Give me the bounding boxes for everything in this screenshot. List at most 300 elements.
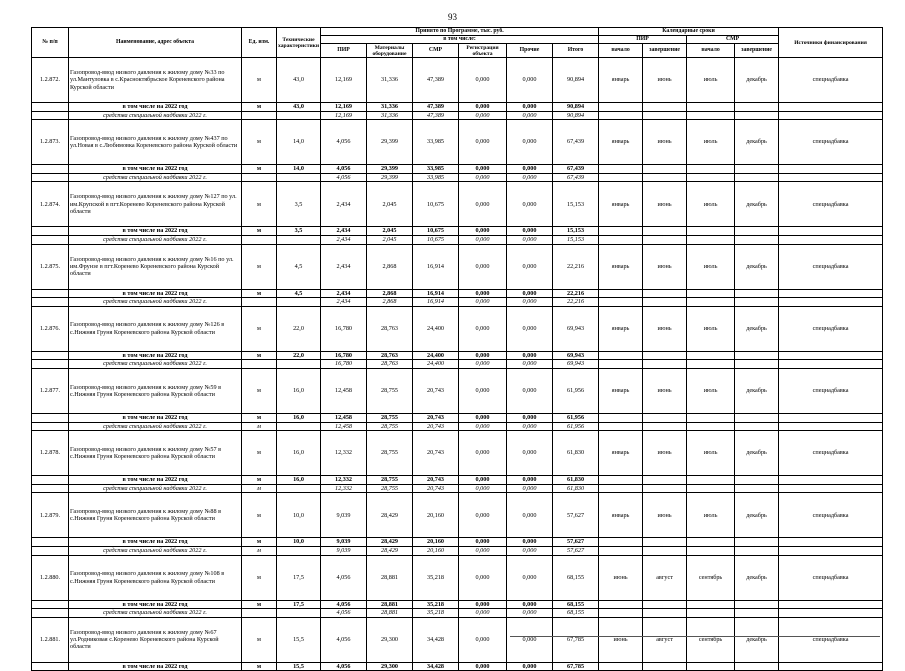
cell-unit <box>242 609 277 618</box>
cell-total: 67,785 <box>553 662 599 671</box>
cell-pir: 12,169 <box>321 58 367 103</box>
cell-source: спецнадбавка <box>779 182 883 227</box>
page-number: 93 <box>448 12 457 22</box>
cell-pir-start: январь <box>599 244 643 289</box>
cell-smr: 24,400 <box>413 351 459 360</box>
cell-pir: 12,332 <box>321 476 367 485</box>
cell-empty <box>779 235 883 244</box>
cell-empty <box>735 484 779 493</box>
cell-tech: 16,0 <box>277 431 321 476</box>
cell-pir: 16,780 <box>321 360 367 369</box>
cell-empty <box>735 422 779 431</box>
cell-empty <box>32 235 69 244</box>
cell-smr-start: июль <box>687 368 735 413</box>
cell-object-name: Газопровод-ввод низкого давления к жилому дому №33 по ул.Мантуловка в с.Красноктябрьское Кореневского района Курской области <box>69 58 242 103</box>
cell-pir: 2,434 <box>321 244 367 289</box>
cell-empty <box>643 609 687 618</box>
cell-total: 15,153 <box>553 182 599 227</box>
table-header <box>32 28 883 58</box>
table-row-special-fund <box>32 609 883 618</box>
header-cal-smr: СМР <box>687 36 779 44</box>
table-row <box>32 306 883 351</box>
cell-other: 0,000 <box>507 165 553 174</box>
cell-materials: 28,755 <box>367 484 413 493</box>
cell-registration: 0,000 <box>459 476 507 485</box>
cell-object-name: Газопровод-ввод низкого давления к жилому дому №108 в с.Нижняя Груня Кореневского района Курской области <box>69 555 242 600</box>
cell-smr: 16,914 <box>413 244 459 289</box>
cell-empty <box>687 351 735 360</box>
cell-total: 61,830 <box>553 431 599 476</box>
table-row-year-total <box>32 227 883 236</box>
cell-empty <box>779 413 883 422</box>
cell-source: спецнадбавка <box>779 368 883 413</box>
cell-empty <box>643 103 687 112</box>
table-row <box>32 431 883 476</box>
cell-registration: 0,000 <box>459 555 507 600</box>
cell-other: 0,000 <box>507 227 553 236</box>
cell-other: 0,000 <box>507 182 553 227</box>
cell-empty <box>779 111 883 120</box>
cell-smr: 20,743 <box>413 413 459 422</box>
cell-registration: 0,000 <box>459 111 507 120</box>
cell-unit: м <box>242 103 277 112</box>
cell-empty <box>687 360 735 369</box>
cell-smr-end: декабрь <box>735 617 779 662</box>
cell-materials: 28,755 <box>367 368 413 413</box>
cell-smr: 47,389 <box>413 111 459 120</box>
cell-empty <box>599 173 643 182</box>
cell-pir: 2,434 <box>321 289 367 298</box>
cell-unit: м <box>242 546 277 555</box>
cell-num: 1.2.881. <box>32 617 69 662</box>
cell-registration: 0,000 <box>459 227 507 236</box>
cell-pir: 4,056 <box>321 120 367 165</box>
cell-empty <box>32 413 69 422</box>
cell-other: 0,000 <box>507 662 553 671</box>
table-row <box>32 555 883 600</box>
cell-empty <box>599 165 643 174</box>
cell-smr: 20,160 <box>413 546 459 555</box>
table-row-year-total <box>32 662 883 671</box>
cell-tech: 3,5 <box>277 182 321 227</box>
cell-other: 0,000 <box>507 493 553 538</box>
cell-unit: м <box>242 476 277 485</box>
table-row-year-total <box>32 165 883 174</box>
cell-empty <box>687 662 735 671</box>
cell-empty <box>735 538 779 547</box>
cell-empty <box>643 538 687 547</box>
cell-pir: 2,434 <box>321 298 367 307</box>
cell-pir: 16,780 <box>321 351 367 360</box>
cell-smr: 33,985 <box>413 165 459 174</box>
cell-unit: м <box>242 662 277 671</box>
cell-empty <box>735 298 779 307</box>
cell-empty <box>779 484 883 493</box>
header-unit: Ед. изм. <box>242 28 277 58</box>
cell-num: 1.2.872. <box>32 58 69 103</box>
cell-pir-start: январь <box>599 368 643 413</box>
header-pir: ПИР <box>321 44 367 58</box>
cell-empty <box>643 227 687 236</box>
cell-materials: 28,881 <box>367 609 413 618</box>
cell-num: 1.2.877. <box>32 368 69 413</box>
table-row <box>32 244 883 289</box>
table-row-special-fund <box>32 422 883 431</box>
cell-pir: 4,056 <box>321 173 367 182</box>
cell-year-total-label: в том числе на 2022 год <box>69 289 242 298</box>
cell-unit <box>242 235 277 244</box>
cell-empty <box>779 103 883 112</box>
cell-year-total-label: в том числе на 2022 год <box>69 351 242 360</box>
cell-registration: 0,000 <box>459 662 507 671</box>
cell-empty <box>599 351 643 360</box>
cell-year-total-label: в том числе на 2022 год <box>69 662 242 671</box>
cell-total: 15,153 <box>553 235 599 244</box>
cell-registration: 0,000 <box>459 165 507 174</box>
cell-empty <box>599 289 643 298</box>
cell-empty <box>599 298 643 307</box>
cell-total: 67,439 <box>553 173 599 182</box>
cell-smr: 47,389 <box>413 58 459 103</box>
cell-smr-start: июль <box>687 58 735 103</box>
table-row-special-fund <box>32 298 883 307</box>
cell-empty <box>687 609 735 618</box>
cell-empty <box>599 600 643 609</box>
cell-smr: 20,160 <box>413 538 459 547</box>
cell-other: 0,000 <box>507 111 553 120</box>
cell-empty <box>687 600 735 609</box>
cell-total: 69,943 <box>553 306 599 351</box>
cell-smr-end: декабрь <box>735 368 779 413</box>
table-row-year-total <box>32 289 883 298</box>
header-total: Итого <box>553 44 599 58</box>
cell-source: спецнадбавка <box>779 120 883 165</box>
cell-empty <box>735 413 779 422</box>
cell-total: 68,155 <box>553 609 599 618</box>
cell-object-name: Газопровод-ввод низкого давления к жилому дому №88 в с.Нижняя Груня Кореневского района Курской области <box>69 493 242 538</box>
cell-tech: 14,0 <box>277 165 321 174</box>
cell-tech: 10,0 <box>277 538 321 547</box>
cell-year-total-label: в том числе на 2022 год <box>69 476 242 485</box>
cell-materials: 2,868 <box>367 244 413 289</box>
cell-empty <box>735 546 779 555</box>
cell-registration: 0,000 <box>459 413 507 422</box>
cell-empty <box>643 298 687 307</box>
cell-registration: 0,000 <box>459 120 507 165</box>
cell-empty <box>687 413 735 422</box>
cell-pir: 9,039 <box>321 546 367 555</box>
cell-total: 69,943 <box>553 351 599 360</box>
program-table <box>31 27 883 671</box>
cell-empty <box>643 360 687 369</box>
cell-empty <box>735 103 779 112</box>
cell-registration: 0,000 <box>459 422 507 431</box>
cell-tech: 15,5 <box>277 617 321 662</box>
cell-pir: 4,056 <box>321 609 367 618</box>
cell-pir: 12,458 <box>321 413 367 422</box>
cell-empty <box>643 413 687 422</box>
cell-source: спецнадбавка <box>779 617 883 662</box>
header-pir-start: начало <box>599 44 643 58</box>
cell-unit: м <box>242 368 277 413</box>
table-row-year-total <box>32 538 883 547</box>
cell-empty <box>277 235 321 244</box>
cell-total: 61,830 <box>553 484 599 493</box>
cell-materials: 28,755 <box>367 431 413 476</box>
cell-empty <box>277 111 321 120</box>
cell-registration: 0,000 <box>459 431 507 476</box>
cell-total: 67,439 <box>553 120 599 165</box>
cell-unit: м <box>242 165 277 174</box>
cell-registration: 0,000 <box>459 617 507 662</box>
cell-num: 1.2.879. <box>32 493 69 538</box>
cell-empty <box>32 351 69 360</box>
cell-empty <box>735 111 779 120</box>
cell-other: 0,000 <box>507 538 553 547</box>
cell-empty <box>277 298 321 307</box>
cell-smr: 24,400 <box>413 360 459 369</box>
cell-empty <box>32 298 69 307</box>
cell-materials: 28,755 <box>367 476 413 485</box>
table-row-special-fund <box>32 173 883 182</box>
cell-smr: 10,675 <box>413 235 459 244</box>
cell-pir: 12,169 <box>321 111 367 120</box>
cell-registration: 0,000 <box>459 546 507 555</box>
cell-empty <box>687 103 735 112</box>
cell-empty <box>735 173 779 182</box>
cell-pir-end: июнь <box>643 58 687 103</box>
cell-empty <box>735 609 779 618</box>
cell-smr: 35,218 <box>413 600 459 609</box>
cell-registration: 0,000 <box>459 289 507 298</box>
cell-object-name: Газопровод-ввод низкого давления к жилому дому №59 в с.Нижняя Груня Кореневского района Курской области <box>69 368 242 413</box>
cell-pir-start: январь <box>599 431 643 476</box>
cell-total: 90,894 <box>553 111 599 120</box>
cell-other: 0,000 <box>507 555 553 600</box>
header-smr-end: завершение <box>735 44 779 58</box>
cell-smr: 20,160 <box>413 493 459 538</box>
cell-empty <box>735 165 779 174</box>
cell-empty <box>779 600 883 609</box>
cell-tech: 22,0 <box>277 306 321 351</box>
cell-smr: 34,428 <box>413 662 459 671</box>
header-name: Наименование, адрес объекта <box>69 28 242 58</box>
cell-empty <box>599 103 643 112</box>
cell-pir: 4,056 <box>321 165 367 174</box>
table-body <box>32 58 883 671</box>
cell-empty <box>32 173 69 182</box>
cell-object-name: Газопровод-ввод низкого давления к жилому дому №127 по ул. им.Крупской в пгт.Коренево Кореневского района Курской области <box>69 182 242 227</box>
table-row <box>32 493 883 538</box>
cell-materials: 28,881 <box>367 600 413 609</box>
cell-other: 0,000 <box>507 120 553 165</box>
cell-smr-start: июль <box>687 120 735 165</box>
header-materials: Материалы оборудование <box>367 44 413 58</box>
cell-empty <box>643 422 687 431</box>
cell-tech: 17,5 <box>277 555 321 600</box>
cell-special-fund-label: средства специальной надбавки 2022 г. <box>69 422 242 431</box>
cell-registration: 0,000 <box>459 58 507 103</box>
cell-materials: 31,336 <box>367 58 413 103</box>
cell-tech: 43,0 <box>277 58 321 103</box>
cell-registration: 0,000 <box>459 103 507 112</box>
cell-special-fund-label: средства специальной надбавки 2022 г. <box>69 111 242 120</box>
cell-smr-start: июль <box>687 431 735 476</box>
cell-pir-end: июнь <box>643 182 687 227</box>
cell-empty <box>687 298 735 307</box>
table-row-special-fund <box>32 111 883 120</box>
cell-total: 69,943 <box>553 360 599 369</box>
cell-materials: 29,399 <box>367 173 413 182</box>
cell-special-fund-label: средства специальной надбавки 2022 г. <box>69 484 242 493</box>
cell-empty <box>599 413 643 422</box>
cell-materials: 28,429 <box>367 546 413 555</box>
cell-empty <box>32 600 69 609</box>
cell-empty <box>599 546 643 555</box>
cell-total: 22,216 <box>553 298 599 307</box>
cell-smr-start: сентябрь <box>687 617 735 662</box>
table-row <box>32 182 883 227</box>
table-row-year-total <box>32 103 883 112</box>
cell-empty <box>687 235 735 244</box>
cell-materials: 29,300 <box>367 617 413 662</box>
cell-empty <box>687 476 735 485</box>
cell-smr: 33,985 <box>413 120 459 165</box>
cell-empty <box>687 484 735 493</box>
header-num: № п/п <box>32 28 69 58</box>
cell-total: 22,216 <box>553 289 599 298</box>
cell-empty <box>779 165 883 174</box>
cell-tech: 14,0 <box>277 120 321 165</box>
cell-special-fund-label: средства специальной надбавки 2022 г. <box>69 360 242 369</box>
cell-materials: 2,868 <box>367 289 413 298</box>
cell-year-total-label: в том числе на 2022 год <box>69 165 242 174</box>
cell-empty <box>779 227 883 236</box>
cell-registration: 0,000 <box>459 173 507 182</box>
cell-smr: 20,743 <box>413 422 459 431</box>
cell-registration: 0,000 <box>459 609 507 618</box>
cell-smr-start: июль <box>687 244 735 289</box>
cell-pir: 2,434 <box>321 235 367 244</box>
cell-other: 0,000 <box>507 617 553 662</box>
cell-empty <box>32 609 69 618</box>
cell-registration: 0,000 <box>459 600 507 609</box>
cell-pir: 4,056 <box>321 662 367 671</box>
cell-unit: м <box>242 617 277 662</box>
cell-pir-end: июнь <box>643 306 687 351</box>
cell-other: 0,000 <box>507 298 553 307</box>
cell-object-name: Газопровод-ввод низкого давления к жилому дому №437 по ул.Новая в с.Любимовка Кореневского района Курской области <box>69 120 242 165</box>
cell-empty <box>32 111 69 120</box>
cell-materials: 2,045 <box>367 182 413 227</box>
cell-empty <box>32 422 69 431</box>
cell-special-fund-label: средства специальной надбавки 2022 г. <box>69 235 242 244</box>
cell-tech: 22,0 <box>277 351 321 360</box>
cell-empty <box>643 235 687 244</box>
cell-num: 1.2.880. <box>32 555 69 600</box>
cell-empty <box>779 476 883 485</box>
header-tech: Технические характеристики <box>277 28 321 58</box>
cell-unit <box>242 111 277 120</box>
cell-smr-start: сентябрь <box>687 555 735 600</box>
cell-total: 61,956 <box>553 368 599 413</box>
cell-total: 61,830 <box>553 476 599 485</box>
cell-other: 0,000 <box>507 289 553 298</box>
cell-pir-start: июнь <box>599 617 643 662</box>
cell-registration: 0,000 <box>459 368 507 413</box>
cell-other: 0,000 <box>507 360 553 369</box>
cell-pir: 4,056 <box>321 555 367 600</box>
cell-other: 0,000 <box>507 413 553 422</box>
cell-pir-start: январь <box>599 493 643 538</box>
cell-unit: м <box>242 538 277 547</box>
cell-empty <box>32 484 69 493</box>
cell-materials: 29,399 <box>367 165 413 174</box>
cell-empty <box>599 235 643 244</box>
cell-empty <box>735 351 779 360</box>
cell-pir-end: июнь <box>643 431 687 476</box>
cell-pir: 12,458 <box>321 368 367 413</box>
cell-other: 0,000 <box>507 368 553 413</box>
cell-pir: 9,039 <box>321 538 367 547</box>
cell-empty <box>599 538 643 547</box>
cell-total: 57,627 <box>553 538 599 547</box>
cell-total: 57,627 <box>553 493 599 538</box>
cell-tech: 17,5 <box>277 600 321 609</box>
cell-unit: м <box>242 413 277 422</box>
cell-smr: 35,218 <box>413 609 459 618</box>
cell-source: спецнадбавка <box>779 58 883 103</box>
cell-other: 0,000 <box>507 600 553 609</box>
table-row-year-total <box>32 413 883 422</box>
cell-materials: 2,868 <box>367 298 413 307</box>
header-sources: Источники финансирования <box>779 28 883 58</box>
cell-empty <box>32 546 69 555</box>
cell-pir: 4,056 <box>321 617 367 662</box>
cell-empty <box>599 476 643 485</box>
cell-year-total-label: в том числе на 2022 год <box>69 103 242 112</box>
cell-smr: 20,743 <box>413 484 459 493</box>
cell-tech: 10,0 <box>277 493 321 538</box>
cell-registration: 0,000 <box>459 182 507 227</box>
cell-smr-end: декабрь <box>735 182 779 227</box>
cell-unit: м <box>242 484 277 493</box>
cell-tech: 16,0 <box>277 368 321 413</box>
cell-empty <box>687 422 735 431</box>
cell-unit <box>242 173 277 182</box>
cell-empty <box>779 351 883 360</box>
cell-pir: 16,780 <box>321 306 367 351</box>
cell-empty <box>32 165 69 174</box>
cell-smr-end: декабрь <box>735 306 779 351</box>
cell-unit: м <box>242 227 277 236</box>
cell-empty <box>687 173 735 182</box>
cell-tech: 4,5 <box>277 289 321 298</box>
cell-empty <box>277 609 321 618</box>
cell-pir-end: июнь <box>643 244 687 289</box>
header-registration: Регистрация объекта <box>459 44 507 58</box>
cell-smr-start: июль <box>687 493 735 538</box>
page-bottom-rule <box>510 636 880 637</box>
cell-empty <box>735 600 779 609</box>
cell-materials: 2,045 <box>367 227 413 236</box>
cell-tech: 4,5 <box>277 244 321 289</box>
cell-pir: 4,056 <box>321 600 367 609</box>
cell-unit <box>242 360 277 369</box>
cell-smr: 20,743 <box>413 431 459 476</box>
cell-empty <box>779 609 883 618</box>
cell-empty <box>643 662 687 671</box>
